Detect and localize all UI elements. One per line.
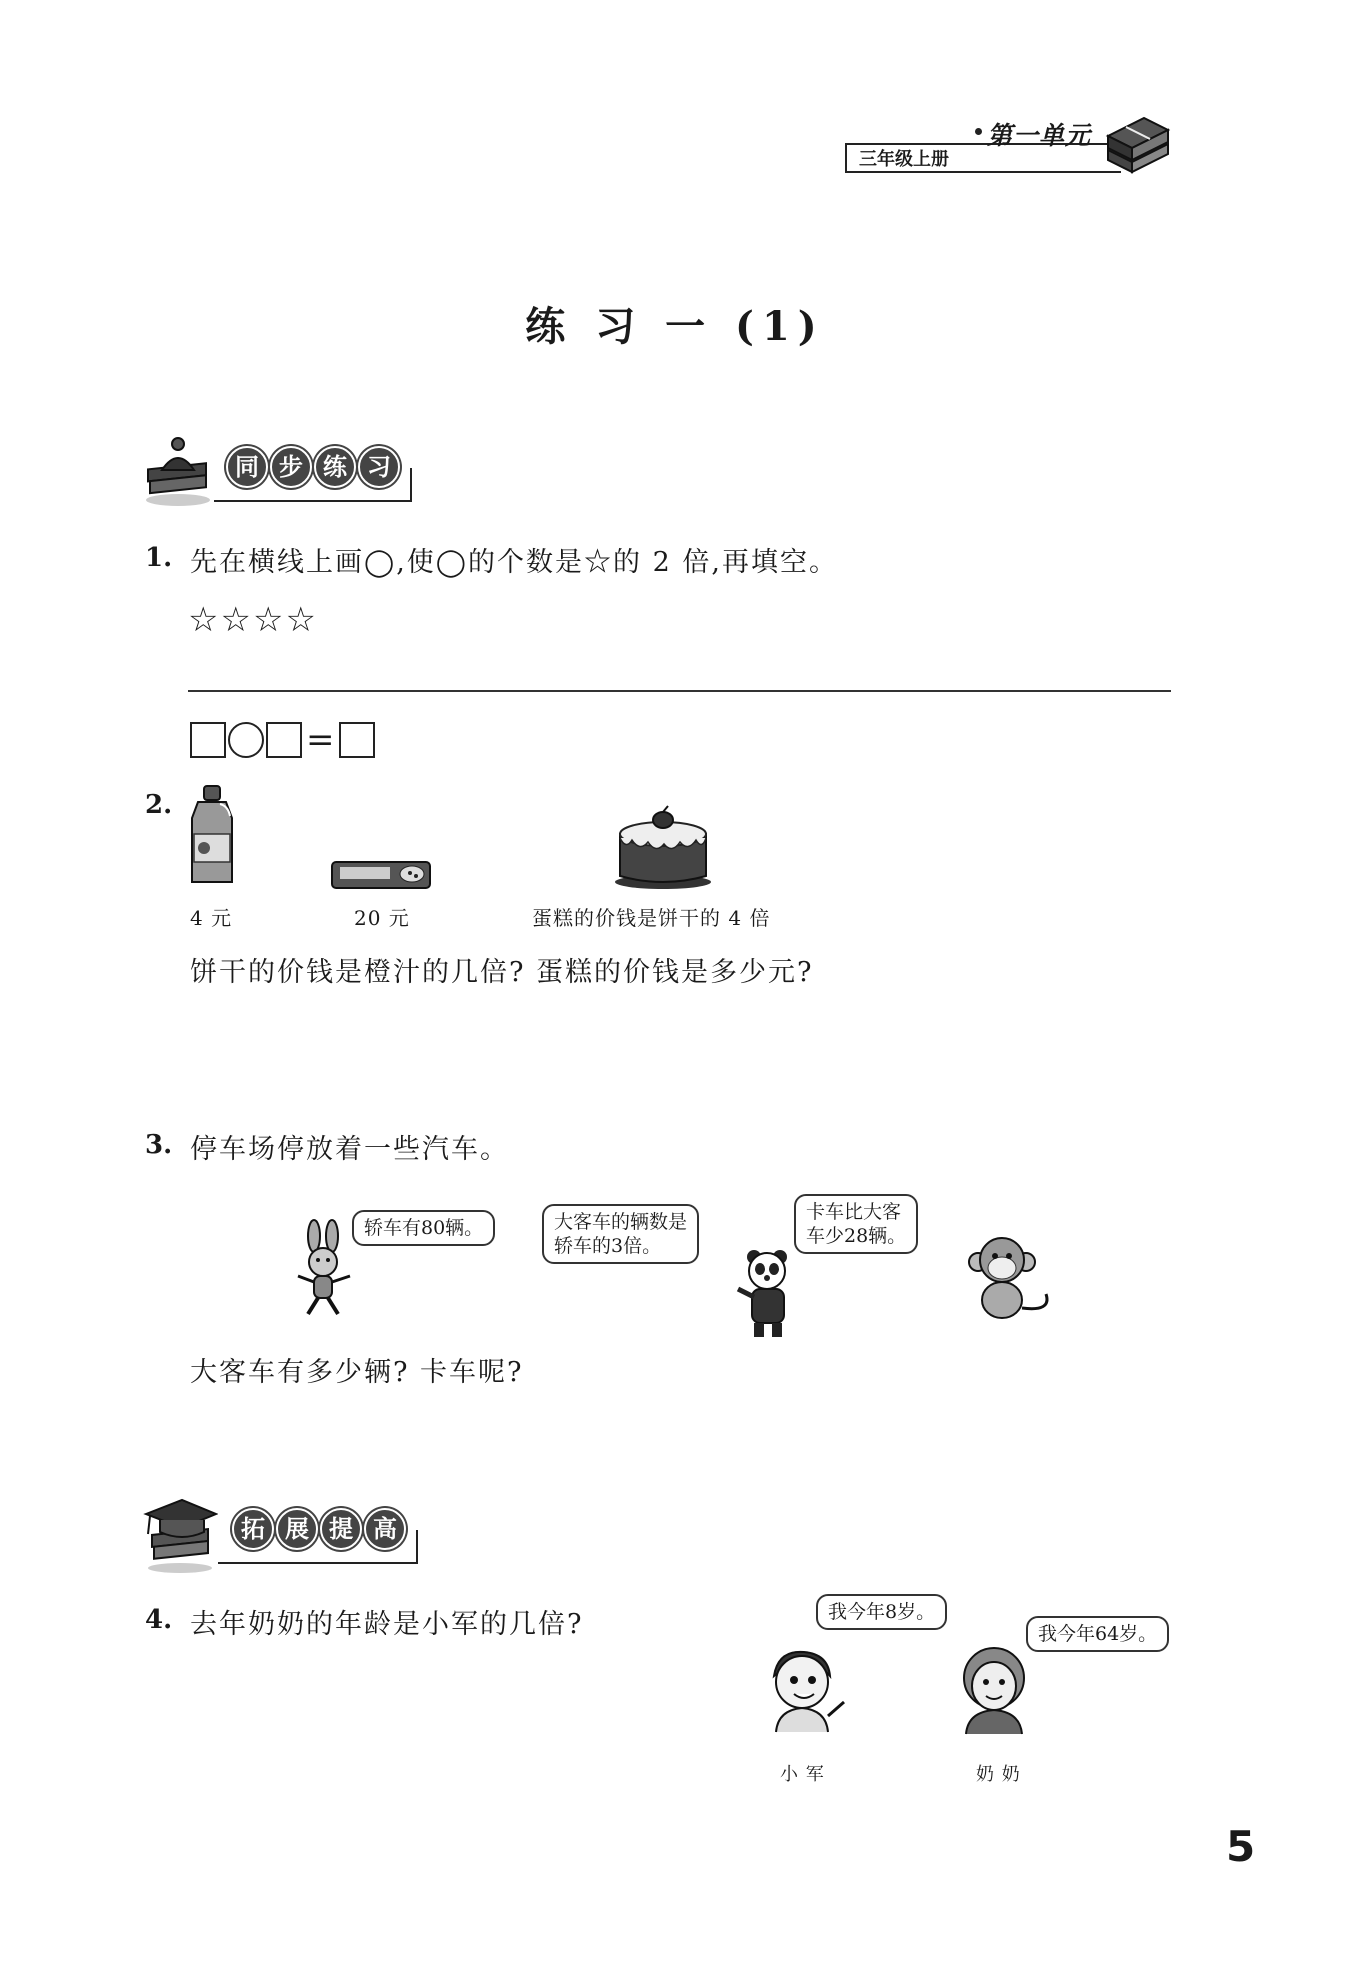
biscuit-box-icon [330,858,434,892]
section-char: 高 [364,1508,406,1550]
biscuit-price: 20 元 [354,906,410,930]
boy-speech-bubble: 我今年8岁。 [816,1594,947,1630]
q2-number: 2. [145,790,173,820]
book-stack-icon [1100,108,1172,180]
grade-label: 三年级上册 [845,143,1121,173]
panda-speech-bubble [542,1204,699,1264]
graduation-cap-books-icon [142,1492,218,1574]
section-char: 同 [226,446,268,488]
q1-text: 先在横线上画◯,使◯的个数是☆的 2 倍,再填空。 [190,547,838,578]
header-dot [975,128,982,135]
page-number: 5 [1226,1822,1256,1871]
section-char: 拓 [232,1508,274,1550]
monkey-icon [960,1228,1060,1324]
answer-box[interactable] [266,722,302,758]
juice-bottle-icon [188,784,236,888]
q3-number: 3. [145,1130,173,1160]
section-char: 展 [276,1508,318,1550]
section-char: 提 [320,1508,362,1550]
book-bell-icon [142,428,214,508]
cake-icon [612,804,714,890]
page-title: 练 习 一 (1) [525,303,825,350]
answer-box[interactable] [339,722,375,758]
panda-icon [732,1245,802,1340]
q1-stars: ☆☆☆☆ [188,600,318,640]
monkey-speech-line: 卡车比大客 [806,1201,902,1223]
monkey-speech-bubble [794,1194,918,1254]
answer-box[interactable] [190,722,226,758]
rabbit-icon [288,1218,358,1318]
unit-label: 第一单元 [987,121,1092,150]
grandma-icon [954,1646,1034,1736]
monkey-speech-line: 车少28辆。 [806,1225,907,1247]
q4-text: 去年奶奶的年龄是小军的几倍? [190,1609,584,1640]
panda-speech-line: 轿车的3倍。 [554,1235,662,1257]
operator-circle[interactable] [228,722,264,758]
q2-question: 饼干的价钱是橙汁的几倍? 蛋糕的价钱是多少元? [190,957,814,988]
q1-number: 1. [145,543,173,573]
q4-number: 4. [145,1605,173,1635]
q1-answer-line[interactable] [188,690,1171,692]
boy-xiaojun-icon [752,1646,852,1736]
grandma-speech-bubble: 我今年64岁。 [1026,1616,1169,1652]
q3-question: 大客车有多少辆? 卡车呢? [190,1357,524,1388]
section-char: 练 [314,446,356,488]
q3-text: 停车场停放着一些汽车。 [190,1134,509,1165]
rabbit-speech-bubble: 轿车有80辆。 [352,1210,495,1246]
boy-name-label: 小 军 [780,1764,825,1785]
equals-sign: = [306,720,335,760]
cake-note: 蛋糕的价钱是饼干的 4 倍 [532,906,771,930]
section-char: 习 [358,446,400,488]
q1-equation [190,720,375,760]
juice-price: 4 元 [190,906,233,930]
panda-speech-line: 大客车的辆数是 [554,1211,688,1233]
section-char: 步 [270,446,312,488]
grandma-name-label: 奶 奶 [976,1764,1021,1785]
